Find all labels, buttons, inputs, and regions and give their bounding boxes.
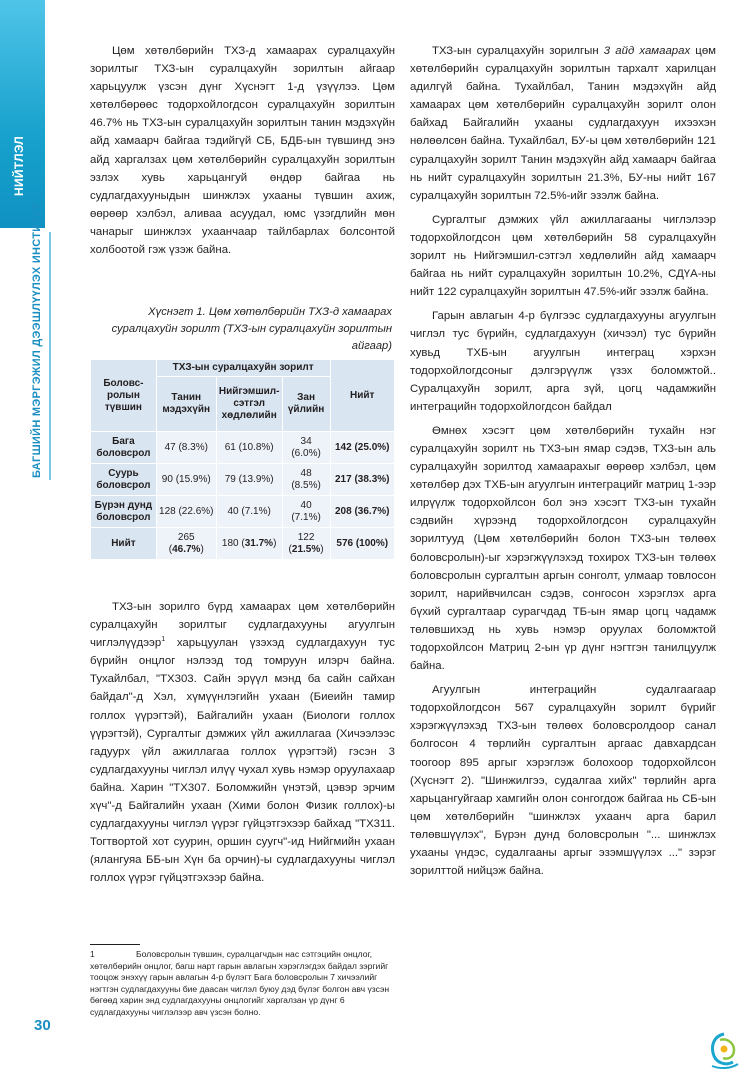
row-level: Бага боловсрол xyxy=(91,432,157,464)
cell-behavior: 34 (6.0%) xyxy=(282,432,330,464)
cell-total: 217 (38.3%) xyxy=(330,464,395,496)
sidebar xyxy=(0,0,53,1077)
institute-label: БАГШИЙН МЭРГЭЖИЛ ДЭЭШЛҮҮЛЭХ ИНСТИТУТ xyxy=(31,202,43,478)
cell-behavior: 48 (8.5%) xyxy=(282,464,330,496)
footnote xyxy=(90,949,395,1019)
row-level: Нийт xyxy=(91,528,157,560)
table-row xyxy=(91,496,395,528)
table-header-row xyxy=(91,360,395,377)
footnote-rule xyxy=(90,944,140,945)
text: цөм хөтөлбөрийн суралцахуйн зорилтын тархалт харилцан адилгүй байна. Тухайлбал, Танин мэдэхүйн айд хамаарах цөм хөтөлбөрийн суралцахуйн зорилт олон байхад Байгалийн ухааны судлагдахуун ихээхэн нөлөөлсөн байна. Тухайлбал, БУ-ы цөм хөтөлбөрийн 121 суралцахуйн зорилт Танин мэдэхүйн айд хамаарч байгаа нь нийт суралцахуйн зорилтын 21.3%, БУ-ны нийт 167 суралцахуйн зорилтын 72.5%-ийг эзэлж байна. xyxy=(410,45,716,202)
header-social: Нийгэмшил-сэтгэл хөдлөлийн xyxy=(216,377,282,432)
cell-cognitive: 128 (22.6%) xyxy=(156,496,216,528)
cell-cognitive: 47 (8.3%) xyxy=(156,432,216,464)
count: 180 xyxy=(221,537,239,549)
data-table xyxy=(90,359,395,560)
sidebar-divider xyxy=(49,232,51,480)
header-cognitive: Танин мэдэхүйн xyxy=(156,377,216,432)
row-level: Суурь боловсрол xyxy=(91,464,157,496)
section-label: НИЙТЛЭЛ xyxy=(12,136,26,196)
cell-cognitive: 265 (46.7%) xyxy=(156,528,216,560)
header-group: ТХЗ-ын суралцахуйн зорилт xyxy=(156,360,330,377)
page-number: 30 xyxy=(34,1017,51,1034)
cell-behavior: 40 (7.1%) xyxy=(282,496,330,528)
footnote-text: Боловсролын түвшин, суралцагчдын нас сэтгэцийн онцлог, хөтөлбөрийн онцлог, багш нарт гарын авлагын хэрэглэгдэх байдал зэргийг тооцож энэхүү гарын авлагын 4-р бүлэгт Бага боловсролын 7 хичээлийг нэгтгэн судлагдахууны бие даасан чиглэл буюу дэд бүлэг болгон авч үзсэн бөгөөд харин энд судлагдахууны онцлогийг харгалзан үр дүнг 6 судлагдахууны чиглэлээр авч үзсэн болно. xyxy=(90,949,390,1017)
cell-social: 79 (13.9%) xyxy=(216,464,282,496)
institute-logo-icon xyxy=(706,1030,742,1070)
text: ТХЗ-ын зорилго бүрд хамаарах цөм хөтөлбөрийн суралцахуйн зорилтыг судлагдахууны агуулгын чиглэлүүдээр xyxy=(90,601,395,650)
text: ТХЗ-ын суралцахуйн зорилгын xyxy=(432,45,604,57)
percent: 21.5% xyxy=(291,543,321,555)
left-column-top xyxy=(90,42,395,265)
percent: 46.7% xyxy=(172,543,201,555)
table-caption: Хүснэгт 1. Цөм хөтөлбөрийн ТХЗ-д хамаарах суралцахуйн зорилт (ТХЗ-ын суралцахуйн зорилтын айгаар) xyxy=(111,306,392,352)
cell-total: 576 (100%) xyxy=(330,528,395,560)
cell-behavior: 122 (21.5%) xyxy=(282,528,330,560)
header-level: Боловс-ролын түвшин xyxy=(91,360,157,432)
cell-cognitive: 90 (15.9%) xyxy=(156,464,216,496)
paragraph xyxy=(410,42,716,205)
paragraph: Сургалтыг дэмжих үйл ажиллагааны чиглэлээр тодорхойлогдсон цөм хөтөлбөрийн 58 суралцахуйн зорилт нь Нийгэмшил-сэтгэл хөдлөлийн айд хамаарч байгаа нь нийт суралцахуйн зорилтын 10.2%, СДҮА-ны нийт 122 суралцахуйн зорилтын 47.5%-ийг эзэлж байна. xyxy=(410,213,716,299)
cell-social: 180 (31.7%) xyxy=(216,528,282,560)
paragraph: Гарын авлагын 4-р бүлгээс судлагдахууны агуулгын чиглэл тус бүрийн, судлагдахуун (хичээл) тус бүрийн хувьд ТХБ-ын агуулгын интеграц хэрхэн тодорхойлогдсоныг дэлгэрүүлж үзэх боломжтой.. Суралцахуйн зорилт, арга зүй, цогц чадамжийн интеграцийн тодорхойлогдсон байдал xyxy=(410,310,716,413)
paragraph: Агуулгын интеграцийн судалгаагаар тодорхойлогдсон 567 суралцахуйн зорилт бүрийг хэрэгжүүлэхэд ТХЗ-ын төлөөх боловсролдоор санал болгосон 4 төрлийн сургалтын аргаас давхардсан тоогоор 895 аргыг хэрэглэж болохоор тодорхойлсон (Хүснэгт 2). "Шинжилгээ, судалгаа хийх" төрлийн арга харьцангуйгаар хамгийн олон сонгогдож байгаа нь СБ-ын цөм хөтөлбөрийн "шинжлэх ухаанч арга барил төлөвшүүлэх", Бүрэн дунд боловсролын "... шинжлэх ухааны үндэс, судалгааны аргыг эзэмшүүлэх ..." зэрэг зорилттой нийцэж байна. xyxy=(410,684,716,878)
left-column-bottom xyxy=(90,598,395,894)
header-total: Нийт xyxy=(330,360,395,432)
italic-text: 3 айд хамаарах xyxy=(603,45,691,57)
count: 265 xyxy=(177,531,195,543)
paragraph: Өмнөх хэсэгт цөм хөтөлбөрийн тухайн нэг суралцахуйн зорилт нь ТХЗ-ын ямар сэдэв, ТХЗ-ын аль суралцахуйн зорилтод хамаарахыг өөрөөр хэлбэл, цөм хөтөлбөр дэх ТХБ-ын агуулгын интеграцийг матриц 1-ээр илрүүлж тодорхойлсон бол энэ хэсэгт ТХЗ-ын тухайн сэдвийн хүрээнд тодорхойлогдсон суралцахуйн зорилтууд (Цөм хөтөлбөрийн болон ТХЗ-ын төлөөх боловсролын)-ыг хэрэгжүүлэхэд тохирох ТХЗ-ын төлөөх боловсролын сургалтын аргын сонголт, улмаар товлосон зорилт, нарийвчилсан сэдэв, сонгосон хэрэглэх арга бүхий сургалтаар сурагчдад ТБ-ын ямар цогц чадамж төлөвшихэд нь хувь нэмэр оруулах боломжтой тодорхойлсон Матриц 2-ын үр дүнг нэгтгэн танилцуулж байна. xyxy=(410,424,716,673)
cell-total: 142 (25.0%) xyxy=(330,432,395,464)
table-row xyxy=(91,464,395,496)
count: 122 xyxy=(297,531,315,543)
header-behavior: Зан үйлийн xyxy=(282,377,330,432)
footnote-ref[interactable]: 1 xyxy=(161,636,166,644)
row-level: Бүрэн дунд боловсрол xyxy=(91,496,157,528)
percent: 31.7% xyxy=(244,537,274,549)
paragraph: Цөм хөтөлбөрийн ТХЗ-д хамаарах суралцахуйн зорилтыг ТХЗ-ын суралцахуйн зорилтын айгаар харьцуулж үзсэн дүнг Хүснэгт 1-д үзүүлээ. Цөм хөтөлбөрөөс тодорхойлогдсон суралцахуйн зорилтын 46.7% нь ТХЗ-ын суралцахуйн зорилтын танин мэдэхүйн айд хамаарч байгаа тэдийгүй СБ, БДБ-ын түвшинд энэ айд харгалзах цөм хөтөлбөрийн суралцахуйн зорилтын эзлэх хувь харьцангуй өндөр байгаа нь судлагдахууныдын шинжлэх ухааны түвшин ахиж, өөрөөр хэлбэл, аливаа асуудал, юмс үзэгдлийн мөн чанарыг шинжлэх ухаанчаар тайлбарлах болсонтой холбоотой гэж үзэж байна. xyxy=(90,45,395,257)
footnote-number: 1 xyxy=(90,949,95,959)
paragraph xyxy=(90,598,395,888)
text: харьцуулан үзэхэд судлагдахуун тус бүрийн онцлог нэлээд тод томруун илэрч байна. Тухайлбал, "ТХ303. Сайн эрүүл мэнд ба сайн сайхан байдал"-д Хэл, хүмүүнлэгийн ухаан (Биеийн тамир голлох үүрэгтэй), Байгалийн ухаан (Биологи голлох үүрэгтэй), Сургалтыг дэмжих үйл ажиллагаа (Хичээлээс гадуурх үйл ажиллагаа голлох үүрэгтэй) гэсэн 3 судлагдахууны чиглэл илүү чухал хувь нэмэр оруулахаар байна. Харин "ТХ307. Боломжийн үнэтэй, цэвэр эрчим хүч"-д Байгалийн ухаан (Хими болон Физик голлох)-ы судлагдахууны чиглэл үүрэг гүйцэтгэхээр байхад "ТХ311. Тогтвортой хот суурин, оршин суугч"-ид Нийгмийн ухаан (ялангуяа ББ-ын Хүн ба орчин)-ы судлагдахууны чиглэл голлох үүрэг гүйцэтгэхээр байна. xyxy=(90,637,395,885)
cell-total: 208 (36.7%) xyxy=(330,496,395,528)
cell-social: 40 (7.1%) xyxy=(216,496,282,528)
table-row xyxy=(91,432,395,464)
right-column xyxy=(410,42,716,886)
table-total-row xyxy=(91,528,395,560)
cell-social: 61 (10.8%) xyxy=(216,432,282,464)
